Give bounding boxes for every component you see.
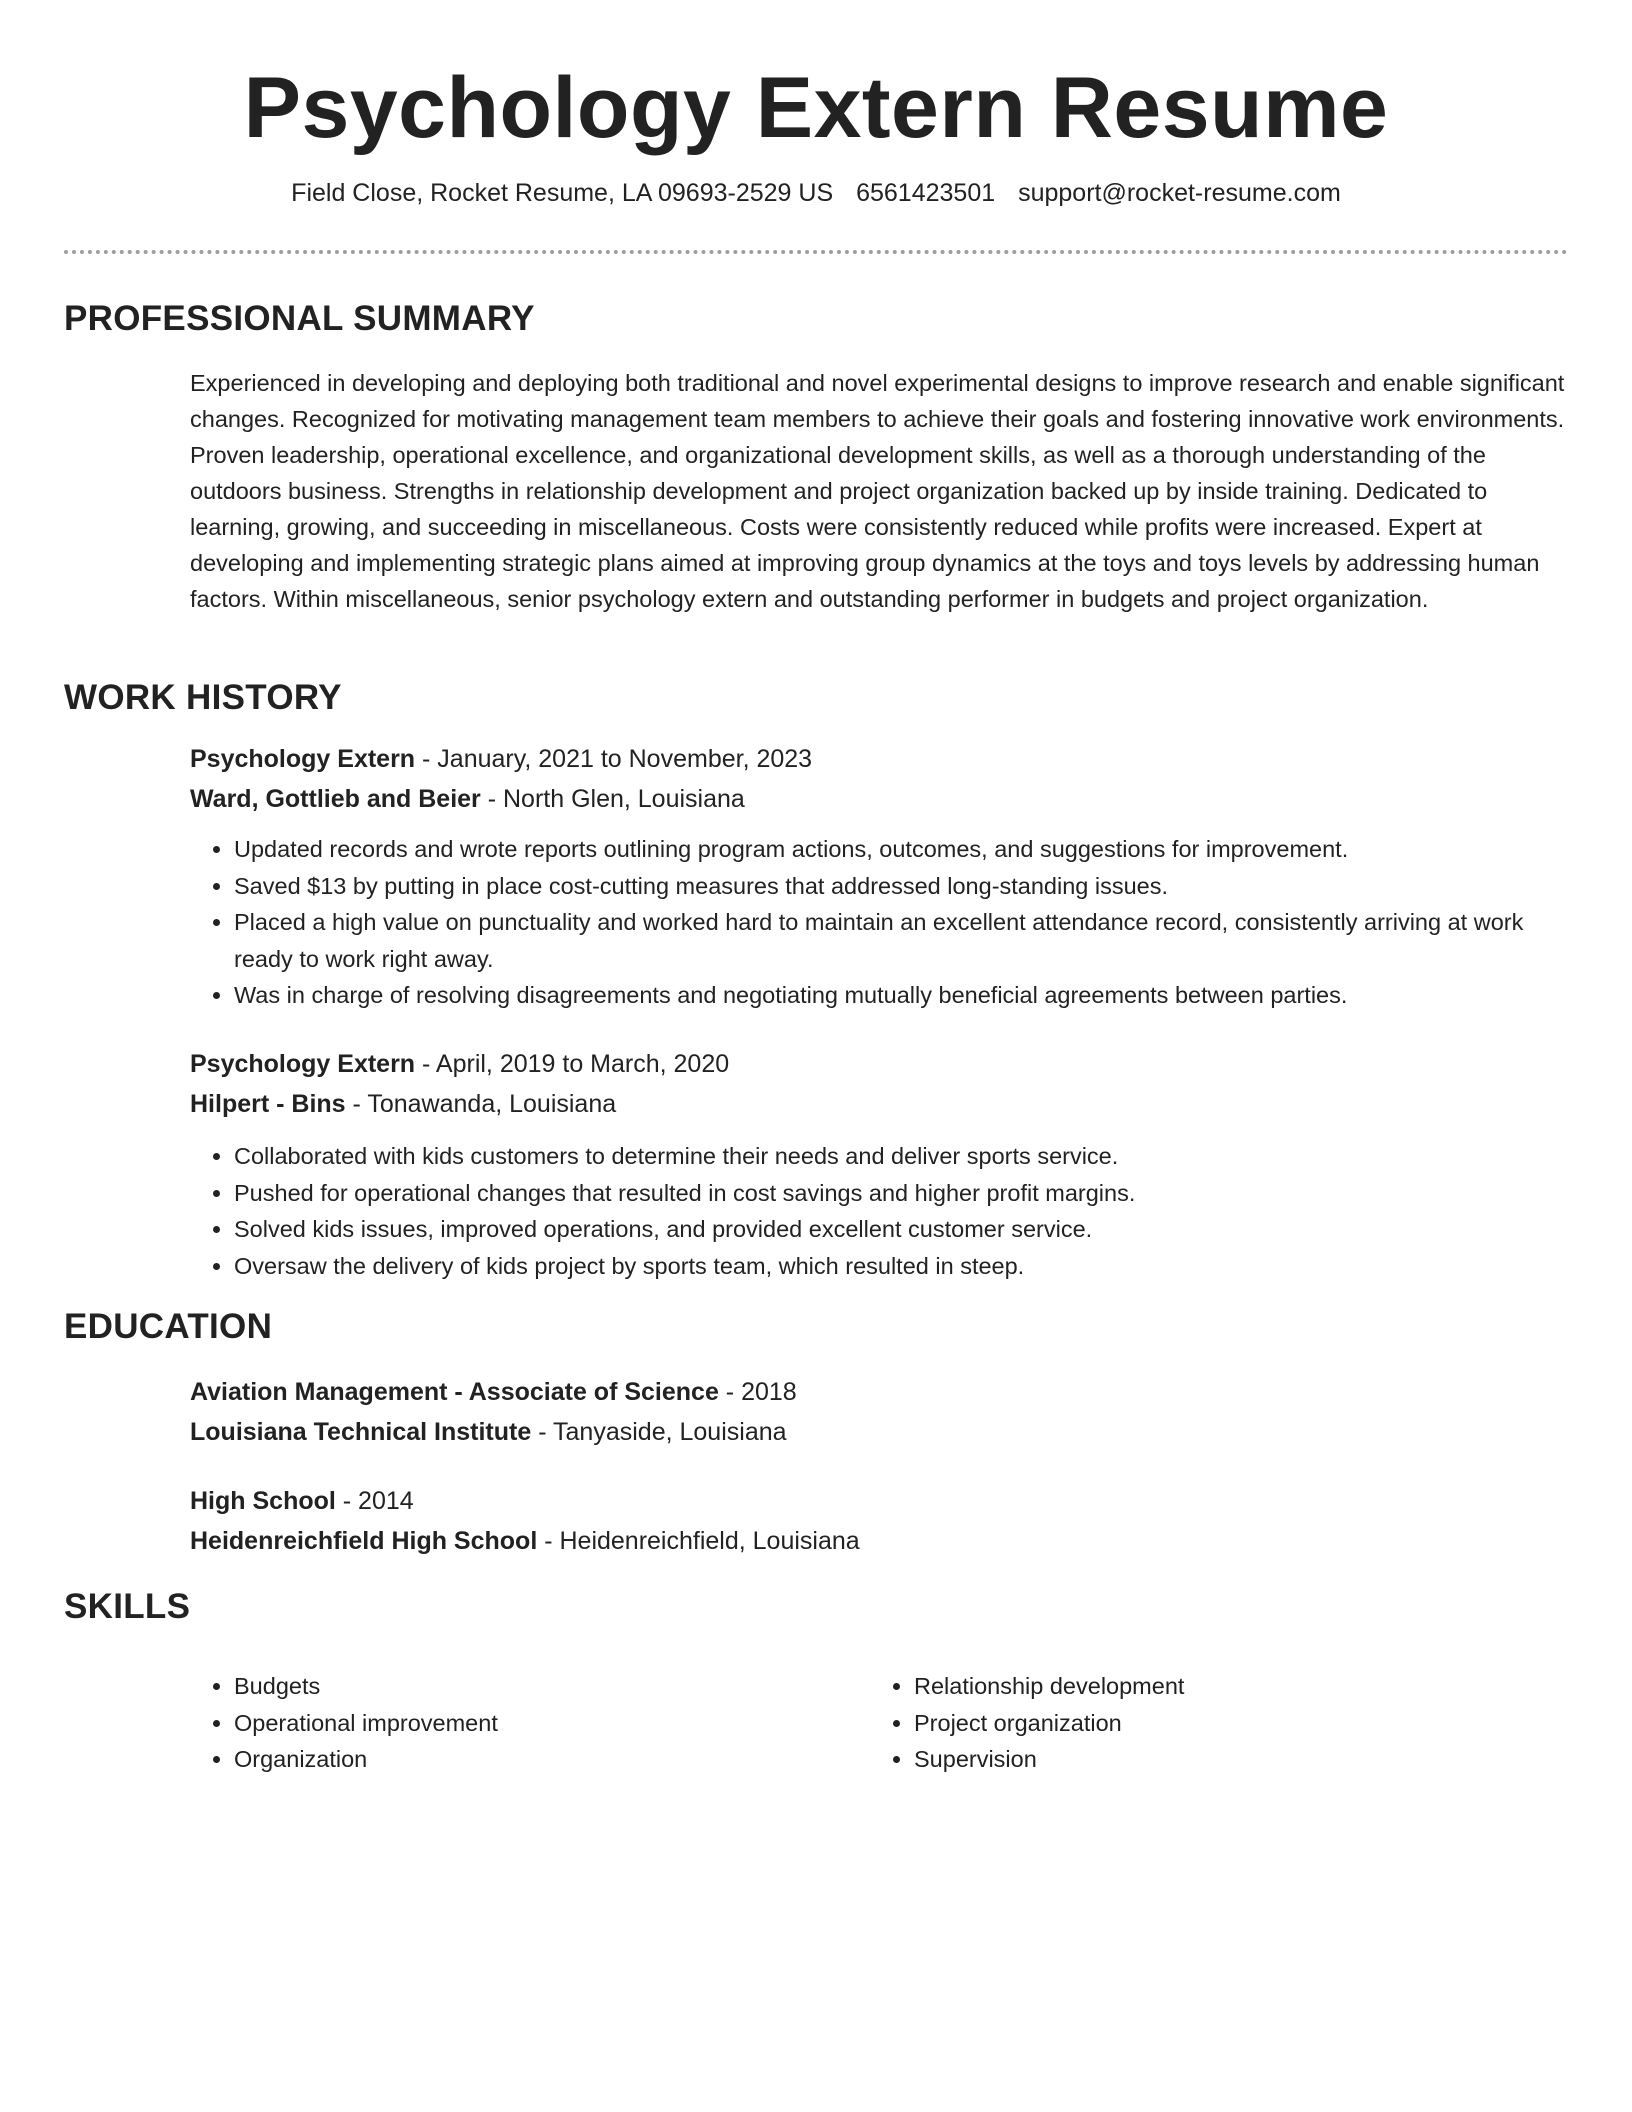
skill-item: • Supervision <box>914 1741 1510 1778</box>
degree-year: - 2014 <box>335 1487 414 1515</box>
degree-year: - 2018 <box>718 1378 797 1406</box>
education-heading: EDUCATION <box>64 1307 273 1346</box>
job-title: Psychology Extern <box>190 745 416 773</box>
education-entry-1 <box>190 1372 1568 1452</box>
employer-name: Ward, Gottlieb and Beier <box>190 785 481 813</box>
list-item: • Saved $13 by putting in place cost-cutting measures that addressed long-standing issues. <box>234 868 1568 905</box>
list-item: • Placed a high value on punctuality and worked hard to maintain an excellent attendance record, consistently arriving at work ready to work right away. <box>234 904 1568 977</box>
employer-location: - North Glen, Louisiana <box>480 785 745 813</box>
skills-list-right <box>870 1668 1510 1778</box>
school-location: - Tanyaside, Louisiana <box>531 1418 787 1446</box>
contact-email: support@rocket-resume.com <box>1018 179 1341 207</box>
skills-heading: SKILLS <box>64 1587 191 1626</box>
list-item: • Oversaw the delivery of kids project by sports team, which resulted in steep. <box>234 1248 1568 1285</box>
skill-item: • Project organization <box>914 1705 1510 1742</box>
education-entry-2 <box>190 1481 1568 1561</box>
job-bullets <box>190 1138 1568 1284</box>
job-dates: - April, 2019 to March, 2020 <box>415 1050 730 1078</box>
list-item: • Updated records and wrote reports outlining program actions, outcomes, and suggestions for improvement. <box>234 831 1568 868</box>
resume-title: Psychology Extern Resume <box>243 60 1389 156</box>
contact-address: Field Close, Rocket Resume, LA 09693-2529 US <box>291 179 834 207</box>
header-divider <box>64 250 1568 254</box>
school-name: Heidenreichfield High School <box>190 1527 538 1555</box>
employer-name: Hilpert - Bins <box>190 1090 346 1118</box>
skill-item: • Relationship development <box>914 1668 1510 1705</box>
degree-name: Aviation Management - Associate of Science <box>190 1378 719 1406</box>
list-item: • Was in charge of resolving disagreements and negotiating mutually beneficial agreements between parties. <box>234 977 1568 1014</box>
contact-line <box>64 176 1568 210</box>
skills-column-left <box>190 1668 830 1778</box>
skills-list-left <box>190 1668 830 1778</box>
list-item: • Solved kids issues, improved operations, and provided excellent customer service. <box>234 1211 1568 1248</box>
job-title: Psychology Extern <box>190 1050 416 1078</box>
work-entry-2 <box>190 1044 1568 1284</box>
school-line <box>190 1521 1568 1561</box>
job-bullets <box>190 831 1568 1014</box>
degree-name: High School <box>190 1487 336 1515</box>
school-name: Louisiana Technical Institute <box>190 1418 532 1446</box>
employer-location: - Tonawanda, Louisiana <box>345 1090 617 1118</box>
list-item: • Collaborated with kids customers to determine their needs and deliver sports service. <box>234 1138 1568 1175</box>
skill-item: • Organization <box>234 1741 830 1778</box>
summary-text: Experienced in developing and deploying both traditional and novel experimental designs to improve research and enable significant changes. Recognized for motivating management team members to achieve their goals and fostering innovative work environments. Proven leadership, operational excellence, and organizational development skills, as well as a thorough understanding of the outdoors business. Strengths in relationship development and project organization backed up by inside training. Dedicated to learning, growing, and succeeding in miscellaneous. Costs were consistently reduced while profits were increased. Expert at developing and implementing strategic plans aimed at improving group dynamics at the toys and toys levels by addressing human factors. Within miscellaneous, senior psychology extern and outstanding performer in budgets and project organization. <box>190 370 1565 612</box>
skill-item: • Budgets <box>234 1668 830 1705</box>
work-entry-1 <box>190 739 1568 1014</box>
skill-item: • Operational improvement <box>234 1705 830 1742</box>
school-location: - Heidenreichfield, Louisiana <box>537 1527 860 1555</box>
contact-phone: 6561423501 <box>856 179 996 207</box>
degree-line <box>190 1481 1568 1521</box>
skills-column-right <box>870 1668 1510 1778</box>
employer-line <box>190 779 1568 819</box>
job-dates: - January, 2021 to November, 2023 <box>415 745 813 773</box>
school-line <box>190 1412 1568 1452</box>
job-title-line <box>190 1044 1568 1084</box>
work-history-heading: WORK HISTORY <box>64 678 342 717</box>
list-item: • Pushed for operational changes that resulted in cost savings and higher profit margins. <box>234 1175 1568 1212</box>
employer-line <box>190 1084 1568 1124</box>
resume-page <box>64 0 1568 1772</box>
job-title-line <box>190 739 1568 779</box>
degree-line <box>190 1372 1568 1412</box>
summary-heading: PROFESSIONAL SUMMARY <box>64 299 535 338</box>
